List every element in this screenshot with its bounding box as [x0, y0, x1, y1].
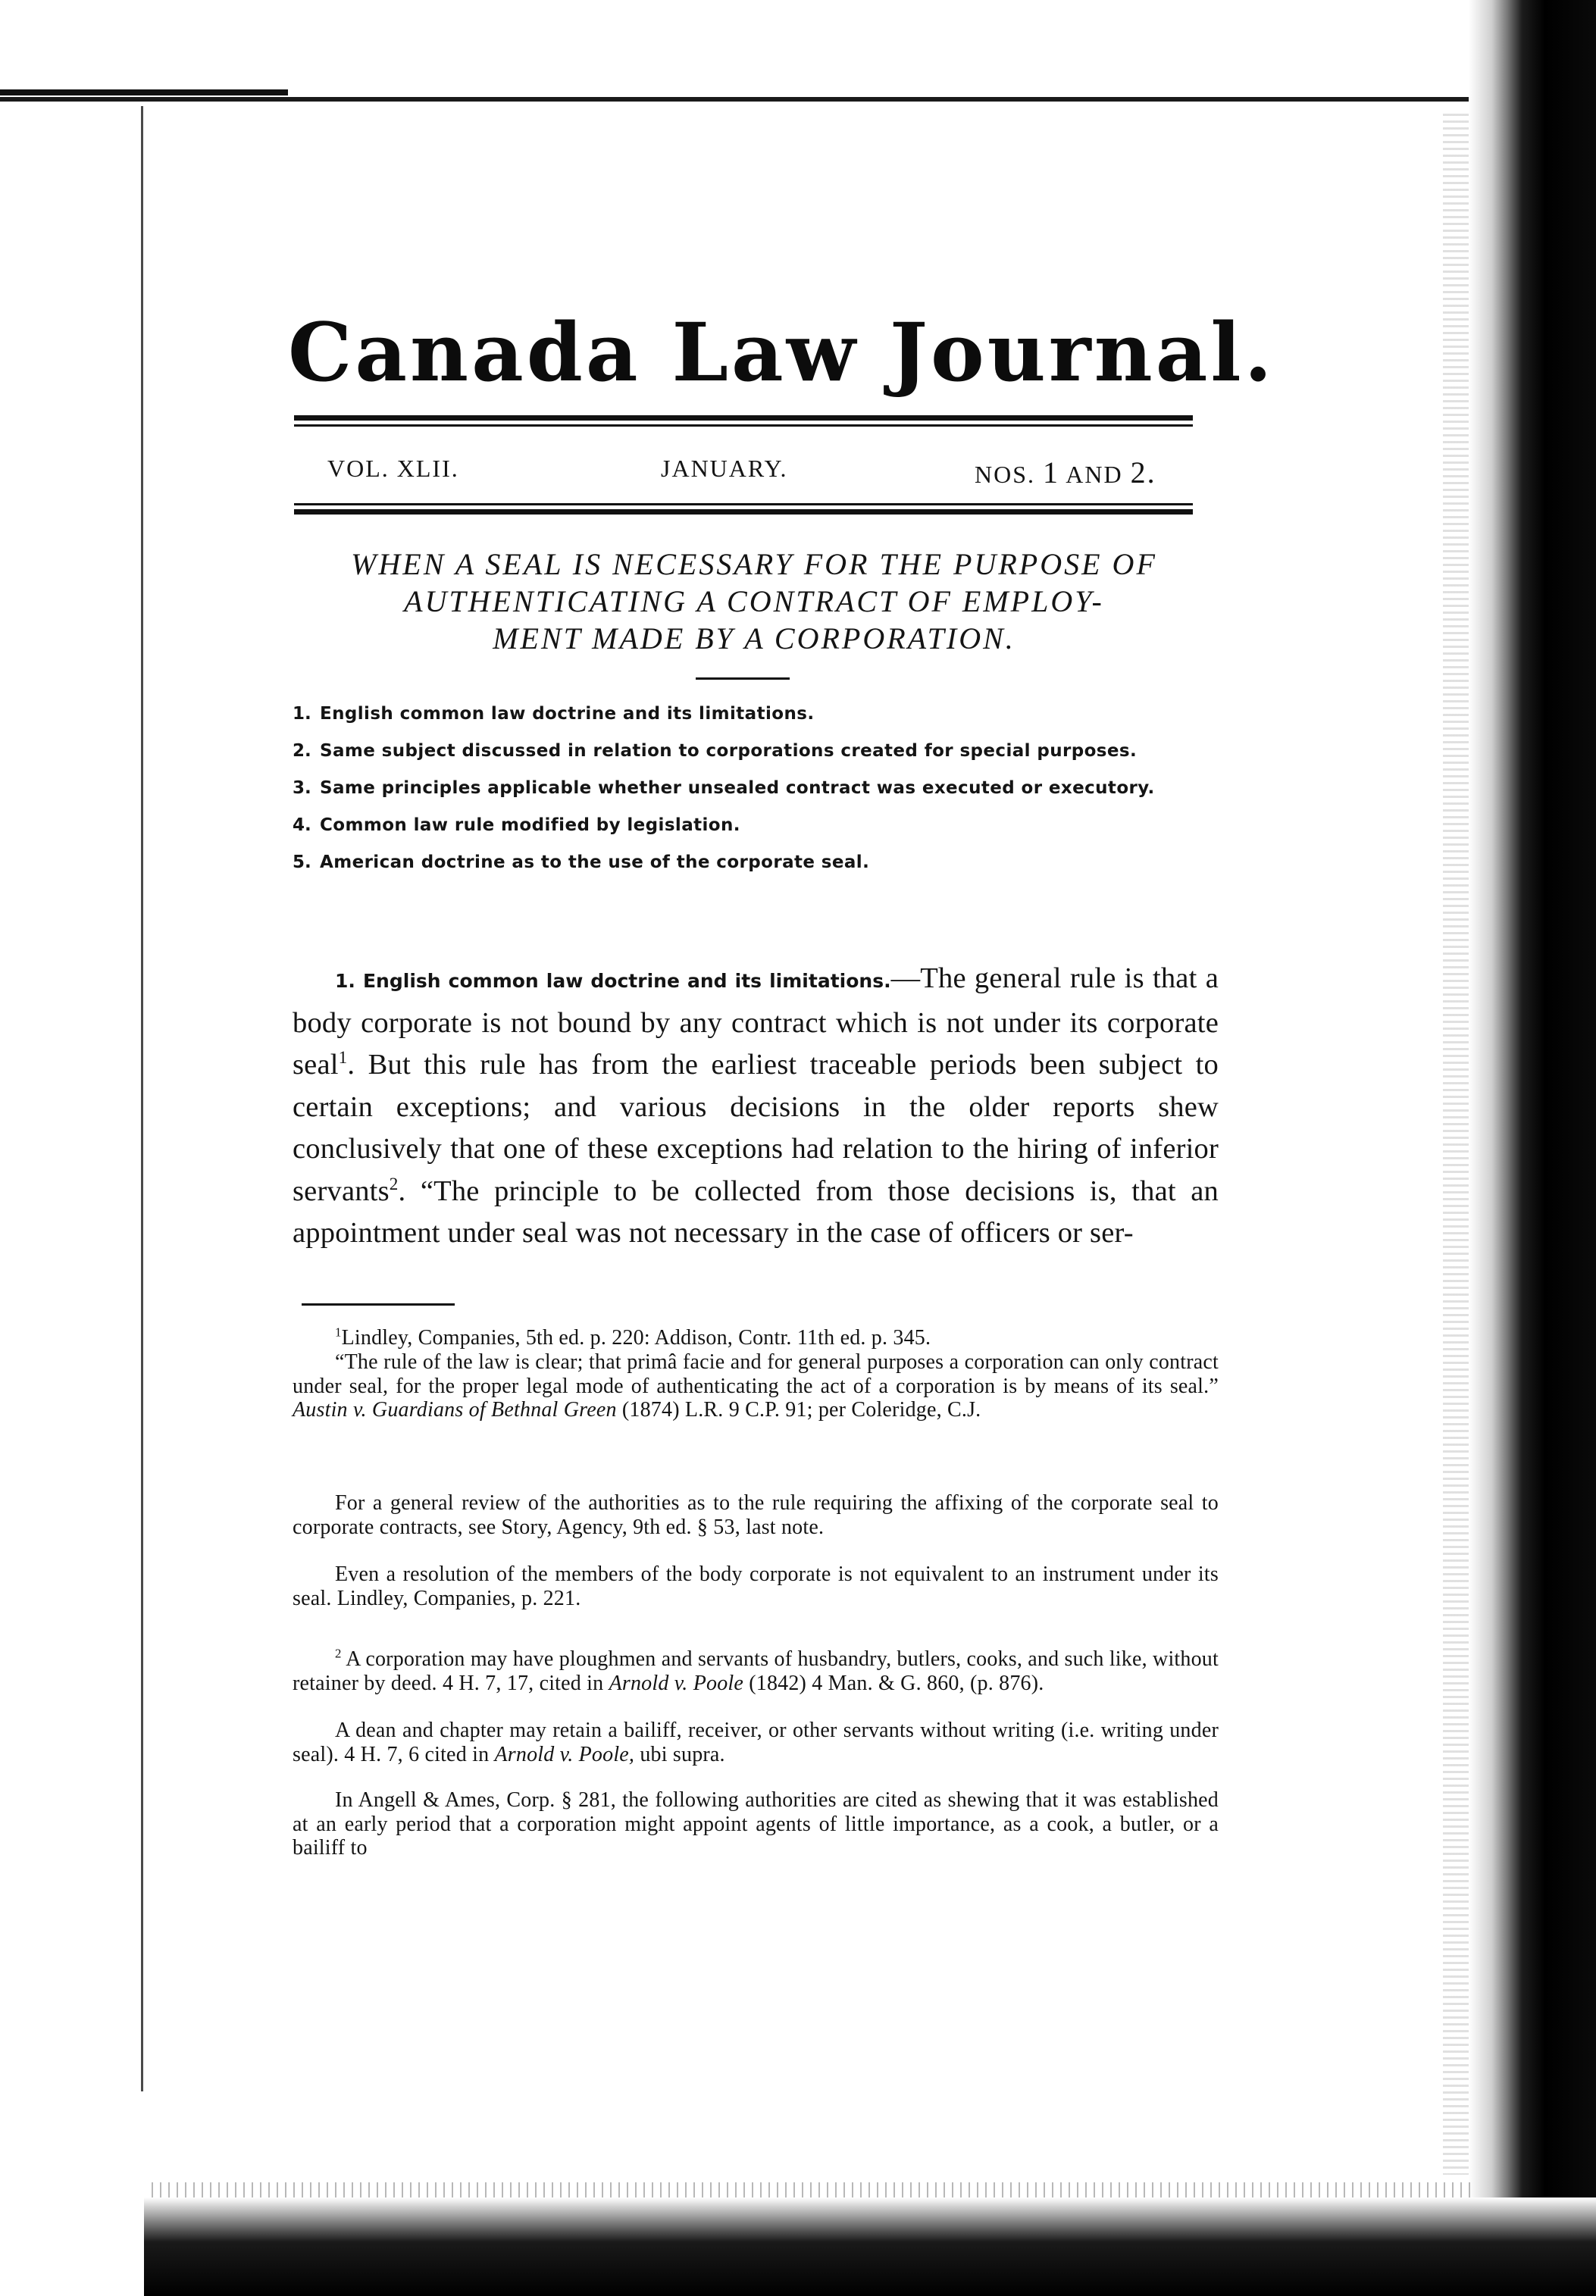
toc-number: 4. — [293, 815, 311, 835]
toc-item — [293, 702, 1217, 727]
masthead-rule-top — [294, 415, 1193, 421]
toc-item — [293, 776, 1217, 801]
footnote-2-citation — [293, 1647, 1219, 1695]
masthead-rule-bottom — [294, 509, 1193, 515]
toc-number: 1. — [293, 704, 311, 724]
body-text-1: —The general rule is that a body corporate is not bound by any contract which is not under its corporate seal — [293, 962, 1219, 1081]
footnote-2-dean-cite: ubi supra. — [640, 1742, 725, 1766]
footnote-1-case: Austin v. Guardians of Bethnal Green — [293, 1398, 617, 1422]
toc-number: 3. — [293, 778, 311, 798]
article-title-line-2: AUTHENTICATING A CONTRACT OF EMPLOY- — [404, 584, 1104, 618]
footnote-divider — [302, 1303, 455, 1306]
footnote-2-marker: 2 — [335, 1646, 342, 1661]
footnote-1-review: For a general review of the authorities as to the rule requiring the affixing of the corporate seal to corporate contracts, see Story, Agency, 9th ed. § 53, last note. — [293, 1491, 1219, 1539]
issue-nos-label: NOS. — [975, 461, 1036, 488]
footnote-1-citation — [293, 1326, 1219, 1350]
toc-number: 5. — [293, 852, 311, 872]
issue-numbers — [975, 455, 1156, 490]
footnote-1-resolution: Even a resolution of the members of the body corporate is not equivalent to an instrument under its seal. Lindley, Companies, p. 221. — [293, 1562, 1219, 1610]
footnote-2-dean — [293, 1719, 1219, 1766]
toc-item — [293, 850, 1217, 875]
table-of-contents — [293, 702, 1217, 887]
body-text-2: . But this rule has from the earliest traceable periods been subject to certain exceptions; and various decisions in the older reports shew conclusively that one of these exceptions had relation to the hiring of inferior servants — [293, 1049, 1219, 1207]
article-title — [288, 546, 1220, 657]
footnote-1-case-cite: (1874) L.R. 9 C.P. 91; per Coleridge, C.J. — [621, 1398, 981, 1422]
body-text-3: . “The principle to be collected from those decisions is, that an appointment under seal was not necessary in the case of officers or ser- — [293, 1175, 1219, 1249]
title-divider — [696, 677, 790, 680]
footnote-2-text: A corporation may have ploughmen and servants of husbandry, butlers, cooks, and such like, without retainer by deed. 4 H. 7, 17, cited in — [293, 1647, 1219, 1695]
toc-text: Same principles applicable whether unsealed contract was executed or executory. — [320, 778, 1155, 798]
toc-text: Common law rule modified by legislation. — [320, 815, 740, 835]
masthead-rule-top-thin — [294, 424, 1193, 427]
footnote-2-dean-case: Arnold v. Poole, — [494, 1742, 635, 1766]
footnote-2-case: Arnold v. Poole — [609, 1671, 744, 1695]
footnote-2-dean-text: A dean and chapter may retain a bailiff, receiver, or other servants without writing (i.e. writing under seal). 4 H. 7, 6 cited in — [293, 1719, 1219, 1766]
article-title-line-1: WHEN A SEAL IS NECESSARY FOR THE PURPOSE OF — [351, 547, 1157, 581]
footnote-1-text: Lindley, Companies, 5th ed. p. 220: Addison, Contr. 11th ed. p. 345. — [341, 1326, 931, 1350]
section-heading: 1. English common law doctrine and its limitations. — [335, 970, 891, 992]
footnote-ref-2: 2 — [389, 1173, 399, 1193]
issue-volume: VOL. XLII. — [327, 455, 459, 482]
toc-number: 2. — [293, 741, 311, 761]
toc-item — [293, 813, 1217, 838]
toc-text: English common law doctrine and its limitations. — [320, 704, 815, 724]
masthead-rule-bottom-thin — [294, 503, 1193, 505]
footnote-1-quote-text: “The rule of the law is clear; that primâ facie and for general purposes a corporation can only contract under seal, for the proper legal mode of authenticating the act of a corporation is by means of its seal.” — [293, 1350, 1219, 1398]
masthead-title: Canada Law Journal. — [288, 305, 1275, 399]
toc-text: Same subject discussed in relation to corporations created for special purposes. — [320, 741, 1138, 761]
body-paragraph — [293, 958, 1219, 1255]
toc-item — [293, 739, 1217, 764]
footnote-ref-1: 1 — [338, 1047, 348, 1068]
footnote-1-quote — [293, 1350, 1219, 1422]
issue-month: JANUARY. — [661, 455, 788, 482]
toc-text: American doctrine as to the use of the corporate seal. — [320, 852, 870, 872]
issue-number-1: 1 — [1043, 455, 1060, 490]
issue-and: AND — [1066, 461, 1123, 488]
footnote-2-angell: In Angell & Ames, Corp. § 281, the following authorities are cited as shewing that it was established at an early period that a corporation might appoint agents of little importance, as a cook, a butler, or a bailiff to — [293, 1788, 1219, 1860]
footnote-1-marker: 1 — [335, 1325, 342, 1340]
issue-number-2: 2. — [1130, 455, 1156, 490]
article-title-line-3: MENT MADE BY A CORPORATION. — [493, 621, 1015, 655]
footnote-2-case-cite: (1842) 4 Man. & G. 860, (p. 876). — [749, 1671, 1044, 1695]
